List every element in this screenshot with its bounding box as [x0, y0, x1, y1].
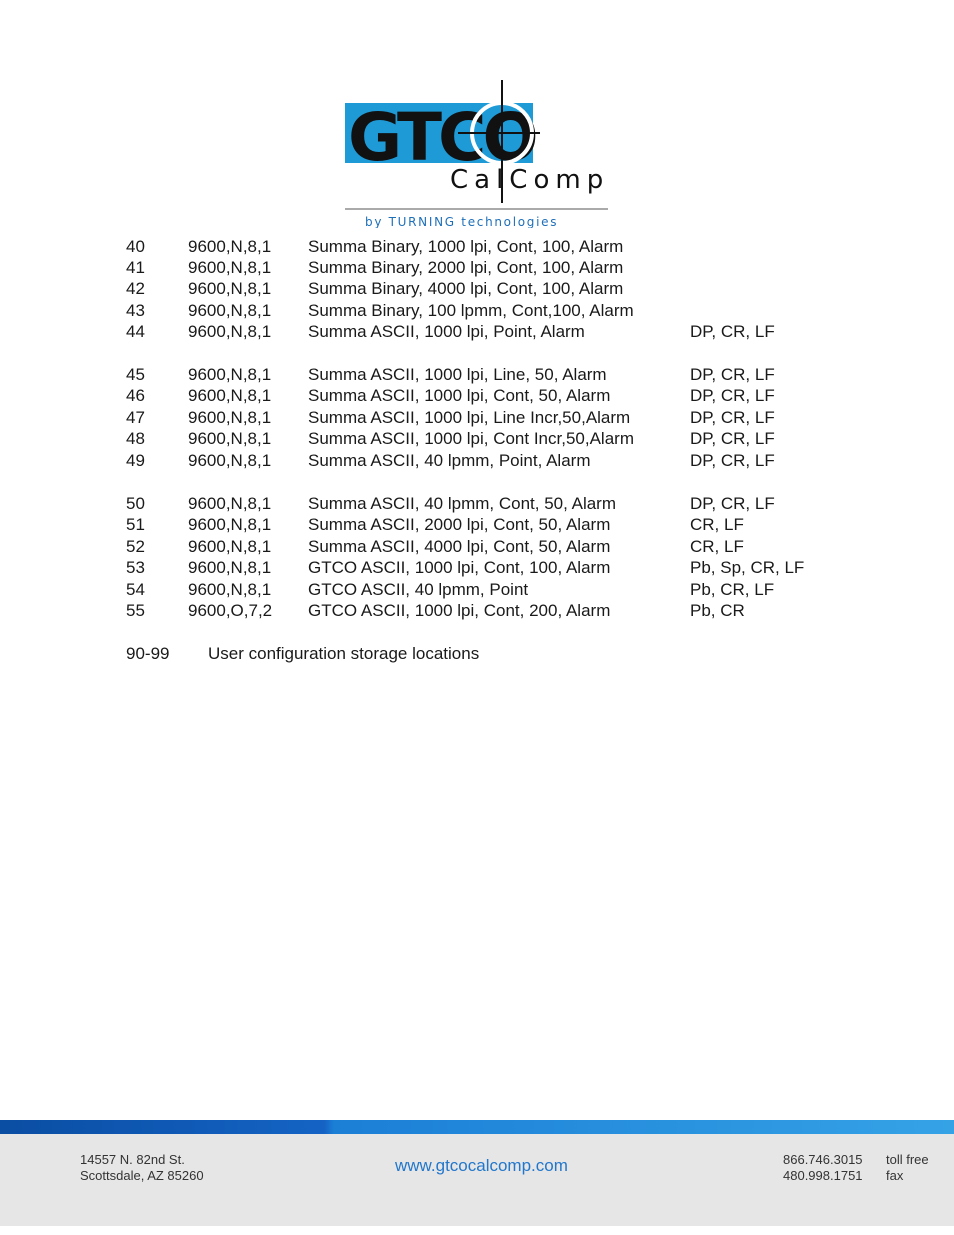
row-description: Summa ASCII, 1000 lpi, Cont, 50, Alarm	[308, 386, 611, 405]
footer-color-bar	[0, 1120, 954, 1134]
row-serial-settings: 9600,O,7,2	[188, 601, 273, 620]
row-code: 45	[126, 365, 145, 384]
row-terminators: DP, CR, LF	[690, 451, 775, 470]
table-row	[0, 236, 954, 258]
row-code: 47	[126, 408, 145, 427]
row-terminators: Pb, CR	[690, 601, 745, 620]
row-terminators: DP, CR, LF	[690, 429, 775, 448]
row-serial-settings: 9600,N,8,1	[188, 258, 272, 277]
table-row	[0, 514, 954, 536]
address-line-1: 14557 N. 82nd St.	[80, 1152, 185, 1167]
row-description: Summa Binary, 4000 lpi, Cont, 100, Alarm	[308, 279, 624, 298]
row-description: Summa ASCII, 1000 lpi, Point, Alarm	[308, 322, 585, 341]
row-description: Summa ASCII, 1000 lpi, Line Incr,50,Alarm	[308, 408, 631, 427]
phone-fax: 480.998.1751	[783, 1168, 863, 1183]
table-row	[0, 557, 954, 579]
table-row	[0, 536, 954, 558]
phone-toll-free-label: toll free	[886, 1152, 929, 1167]
row-description: Summa Binary, 1000 lpi, Cont, 100, Alarm	[308, 237, 624, 256]
table-row	[0, 579, 954, 601]
footer-address	[80, 1152, 204, 1184]
row-code: 55	[126, 601, 145, 620]
row-serial-settings: 9600,N,8,1	[188, 237, 272, 256]
table-row	[0, 600, 954, 622]
footer-phone-numbers	[783, 1152, 863, 1184]
row-terminators: CR, LF	[690, 537, 744, 556]
row-serial-settings: 9600,N,8,1	[188, 515, 272, 534]
row-code: 51	[126, 515, 145, 534]
row-description: Summa ASCII, 2000 lpi, Cont, 50, Alarm	[308, 515, 611, 534]
company-logo	[340, 78, 620, 228]
row-serial-settings: 9600,N,8,1	[188, 451, 272, 470]
row-code: 50	[126, 494, 145, 513]
row-code: 49	[126, 451, 145, 470]
row-description: Summa Binary, 100 lpmm, Cont,100, Alarm	[308, 301, 634, 320]
row-terminators: DP, CR, LF	[690, 494, 775, 513]
row-description: Summa ASCII, 1000 lpi, Line, 50, Alarm	[308, 365, 607, 384]
row-terminators: Pb, CR, LF	[690, 580, 775, 599]
row-code: 48	[126, 429, 145, 448]
row-serial-settings: 9600,N,8,1	[188, 386, 272, 405]
row-serial-settings: 9600,N,8,1	[188, 494, 272, 513]
row-code: 40	[126, 237, 145, 256]
row-code: 42	[126, 279, 145, 298]
address-line-2: Scottsdale, AZ 85260	[80, 1168, 204, 1183]
table-row	[0, 428, 954, 450]
page-footer	[0, 1120, 954, 1226]
row-terminators: DP, CR, LF	[690, 365, 775, 384]
row-serial-settings: 9600,N,8,1	[188, 365, 272, 384]
row-description: Summa ASCII, 1000 lpi, Cont Incr,50,Alarm	[308, 429, 634, 448]
table-row	[0, 450, 954, 472]
row-terminators: CR, LF	[690, 515, 744, 534]
row-serial-settings: 9600,N,8,1	[188, 301, 272, 320]
row-serial-settings: 9600,N,8,1	[188, 429, 272, 448]
row-code: 46	[126, 386, 145, 405]
row-description: Summa ASCII, 40 lpmm, Cont, 50, Alarm	[308, 494, 617, 513]
table-row	[0, 407, 954, 429]
storage-range: 90-99	[126, 644, 170, 663]
row-serial-settings: 9600,N,8,1	[188, 580, 272, 599]
row-code: 54	[126, 580, 145, 599]
phone-toll-free: 866.746.3015	[783, 1152, 863, 1167]
table-row	[0, 364, 954, 386]
table-row	[0, 257, 954, 279]
logo-tagline: by TURNING technologies	[365, 215, 559, 228]
table-row	[0, 278, 954, 300]
row-description: Summa ASCII, 4000 lpi, Cont, 50, Alarm	[308, 537, 611, 556]
row-description: Summa Binary, 2000 lpi, Cont, 100, Alarm	[308, 258, 624, 277]
phone-fax-label: fax	[886, 1168, 904, 1183]
row-description: Summa ASCII, 40 lpmm, Point, Alarm	[308, 451, 591, 470]
row-serial-settings: 9600,N,8,1	[188, 537, 272, 556]
storage-label: User configuration storage locations	[208, 644, 480, 663]
table-row	[0, 385, 954, 407]
storage-row	[0, 643, 954, 665]
row-description: GTCO ASCII, 40 lpmm, Point	[308, 580, 529, 599]
row-serial-settings: 9600,N,8,1	[188, 279, 272, 298]
table-row	[0, 493, 954, 515]
footer-phone-labels	[886, 1152, 929, 1184]
table-row	[0, 300, 954, 322]
row-terminators: DP, CR, LF	[690, 322, 775, 341]
row-description: GTCO ASCII, 1000 lpi, Cont, 100, Alarm	[308, 558, 611, 577]
footer-website-link[interactable]: www.gtcocalcomp.com	[395, 1156, 568, 1175]
row-code: 41	[126, 258, 145, 277]
row-serial-settings: 9600,N,8,1	[188, 322, 272, 341]
logo-gtco-text: GTCO	[348, 99, 535, 176]
logo-brand-text: CalComp	[450, 165, 610, 195]
table-row	[0, 321, 954, 343]
row-serial-settings: 9600,N,8,1	[188, 408, 272, 427]
row-description: GTCO ASCII, 1000 lpi, Cont, 200, Alarm	[308, 601, 611, 620]
row-serial-settings: 9600,N,8,1	[188, 558, 272, 577]
row-code: 52	[126, 537, 145, 556]
row-terminators: Pb, Sp, CR, LF	[690, 558, 805, 577]
row-terminators: DP, CR, LF	[690, 408, 775, 427]
row-code: 44	[126, 322, 145, 341]
row-terminators: DP, CR, LF	[690, 386, 775, 405]
row-code: 43	[126, 301, 145, 320]
row-code: 53	[126, 558, 145, 577]
